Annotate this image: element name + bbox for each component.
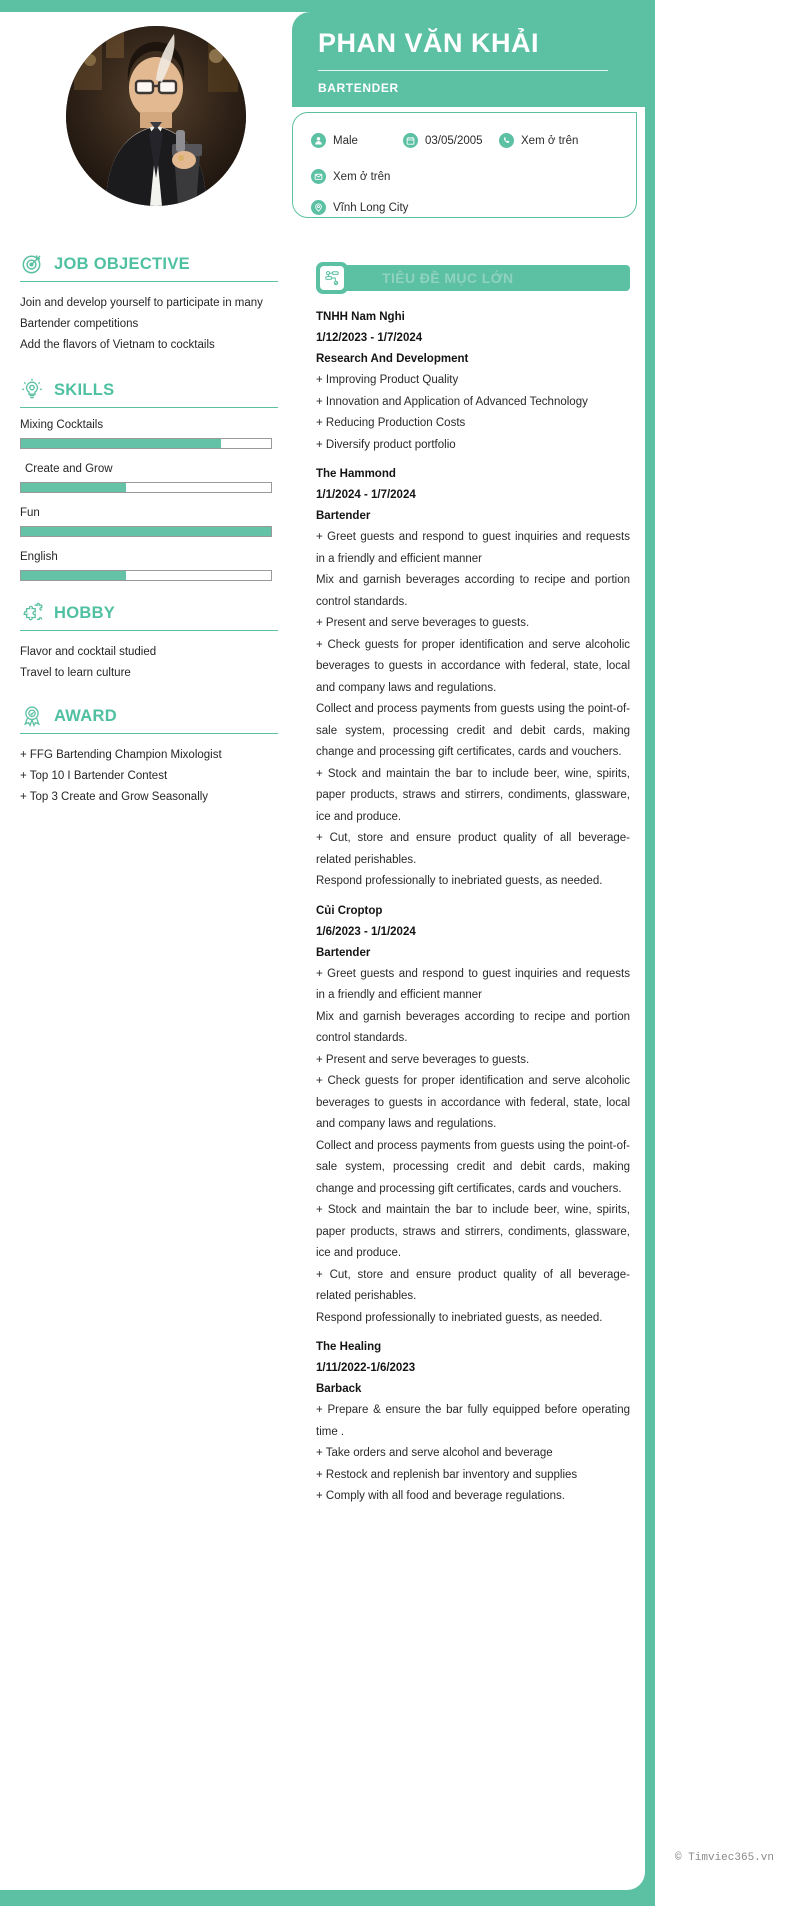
phone-icon [499, 133, 514, 148]
job-bullet: + Present and serve beverages to guests. [316, 617, 530, 629]
section-header [20, 704, 278, 734]
skill-bar [20, 526, 272, 537]
skill-label: Create and Grow [25, 463, 113, 475]
job-bullet: Collect and process payments from guests using the point-of-sale system, processing credit and debit cards, making change and processing gift certificates, cards and vouchers. [316, 703, 630, 758]
job-position: Bartender [316, 510, 371, 522]
job-entry [316, 1337, 630, 1508]
contact-phone-value: Xem ở trên [521, 134, 579, 147]
job-company: TNHH Nam Nghi [316, 311, 405, 323]
objective-line: Add the flavors of Vietnam to cocktails [20, 339, 215, 351]
workflow-icon [324, 270, 340, 286]
contact-address-value: Vĩnh Long City [333, 201, 409, 214]
section-title: JOB OBJECTIVE [54, 254, 190, 273]
puzzle-icon [20, 601, 44, 625]
award-line: + Top 10 I Bartender Contest [20, 770, 168, 782]
skill-bar-fill [21, 483, 126, 492]
job-dates: 1/12/2023 - 1/7/2024 [316, 332, 423, 344]
section-job-objective [20, 252, 278, 356]
job-bullet: + Take orders and serve alcohol and beverage [316, 1447, 553, 1459]
job-bullet: + Greet guests and respond to guest inquiries and requests in a friendly and efficient manner [316, 531, 630, 565]
job-bullet: + Reducing Production Costs [316, 417, 466, 429]
skill-item [20, 507, 278, 537]
mail-icon [311, 169, 326, 184]
contact-birthday-value: 03/05/2005 [425, 134, 483, 147]
hobby-line: Travel to learn culture [20, 667, 131, 679]
job-company: The Healing [316, 1341, 382, 1353]
skill-item [20, 551, 278, 581]
job-bullet: + Stock and maintain the bar to include beer, wine, spirits, paper products, straws and stirrers, condiments, glassware, ice and produce. [316, 767, 630, 823]
job-bullet: Respond professionally to inebriated guests, as needed. [316, 1311, 603, 1324]
job-bullet: + Cut, store and ensure product quality of all beverage-related perishables. [316, 832, 630, 866]
skill-bar-fill [21, 527, 271, 536]
skill-label: English [20, 551, 58, 563]
section-title: AWARD [54, 706, 117, 725]
section-title: TIÊU ĐỀ MỤC LỚN [382, 270, 514, 286]
objective-line: Bartender competitions [20, 318, 139, 330]
job-bullet: + Comply with all food and beverage regulations. [316, 1490, 565, 1502]
job-position: Barback [316, 1383, 362, 1395]
contact-email [311, 169, 390, 184]
skill-label: Mixing Cocktails [20, 419, 104, 431]
contact-gender [311, 133, 358, 148]
lightbulb-icon [20, 378, 44, 402]
objective-line: Join and develop yourself to participate in many [20, 297, 263, 309]
medal-icon [20, 704, 44, 728]
job-dates: 1/1/2024 - 1/7/2024 [316, 489, 416, 501]
section-header [20, 601, 278, 631]
skill-item [20, 463, 278, 493]
contact-birthday [403, 133, 483, 148]
job-position: Research And Development [316, 353, 469, 365]
avatar [66, 26, 246, 206]
section-title: SKILLS [54, 380, 115, 399]
section-header [20, 252, 278, 282]
section-title: HOBBY [54, 603, 116, 622]
job-bullet: + Greet guests and respond to guest inquiries and requests in a friendly and efficient manner [316, 967, 630, 1001]
job-bullet: + Cut, store and ensure product quality of all beverage-related perishables. [316, 1268, 630, 1302]
skill-bar-fill [21, 571, 126, 580]
section-hobby [20, 601, 278, 684]
section-award [20, 704, 278, 808]
job-bullet: + Check guests for proper identification and serve alcoholic beverages to guests in accordance with federal, state, local and company laws and regulations. [316, 1075, 630, 1130]
contact-phone [499, 133, 578, 148]
sidebar [20, 252, 278, 826]
hobby-line: Flavor and cocktail studied [20, 646, 157, 658]
skill-bar [20, 482, 272, 493]
job-bullet: Respond professionally to inebriated guests, as needed. [316, 875, 603, 887]
contact-email-value: Xem ở trên [333, 170, 391, 183]
section-skills [20, 378, 278, 581]
section-header [20, 378, 278, 408]
job-bullet: + Restock and replenish bar inventory and supplies [316, 1468, 578, 1481]
target-icon [20, 252, 44, 276]
job-bullet: + Stock and maintain the bar to include beer, wine, spirits, paper products, straws and stirrers, condiments, glassware, ice and produce. [316, 1204, 630, 1259]
job-bullet: + Diversify product portfolio [316, 438, 456, 451]
job-company: Củi Croptop [316, 904, 383, 917]
skill-label: Fun [20, 507, 40, 519]
job-bullet: + Improving Product Quality [316, 374, 459, 386]
page-title: PHAN VĂN KHẢI [318, 28, 540, 58]
title-divider [318, 70, 608, 71]
job-bullet: + Present and serve beverages to guests. [316, 1053, 530, 1066]
job-bullet: Mix and garnish beverages according to recipe and portion control standards. [316, 574, 630, 608]
person-icon [311, 133, 326, 148]
job-dates: 1/11/2022-1/6/2023 [316, 1362, 416, 1374]
job-bullet: + Prepare & ensure the bar fully equipped before operating time . [316, 1404, 630, 1438]
job-role: BARTENDER [318, 81, 399, 95]
job-bullet: + Innovation and Application of Advanced Technology [316, 395, 588, 408]
job-entry [316, 901, 630, 1330]
job-entry [316, 307, 630, 456]
location-icon [311, 200, 326, 215]
job-entry [316, 464, 630, 893]
contact-address [311, 200, 408, 215]
job-bullet: Mix and garnish beverages according to recipe and portion control standards. [316, 1010, 630, 1044]
header-band [292, 12, 655, 107]
section-badge [316, 262, 348, 294]
job-position: Bartender [316, 946, 371, 959]
section-experience-header [316, 262, 630, 294]
contact-card [292, 112, 637, 218]
calendar-icon [403, 133, 418, 148]
job-company: The Hammond [316, 468, 396, 480]
section-ribbon [336, 265, 630, 291]
skill-item [20, 419, 278, 449]
skill-bar-fill [21, 439, 221, 448]
experience-column [316, 262, 630, 1516]
contact-gender-value: Male [333, 134, 358, 147]
job-dates: 1/6/2023 - 1/1/2024 [316, 925, 416, 938]
job-bullet: Collect and process payments from guests using the point-of-sale system, processing credit and debit cards, making change and processing gift certificates, cards and vouchers. [316, 1139, 630, 1195]
skill-bar [20, 438, 272, 449]
job-list [316, 307, 630, 1508]
award-line: + Top 3 Create and Grow Seasonally [20, 791, 209, 803]
footer-credit: © Timviec365.vn [674, 1852, 774, 1864]
award-line: + FFG Bartending Champion Mixologist [20, 749, 222, 761]
skill-bar [20, 570, 272, 581]
job-bullet: + Check guests for proper identification and serve alcoholic beverages to guests in accordance with federal, state, local and company laws and regulations. [316, 638, 630, 694]
